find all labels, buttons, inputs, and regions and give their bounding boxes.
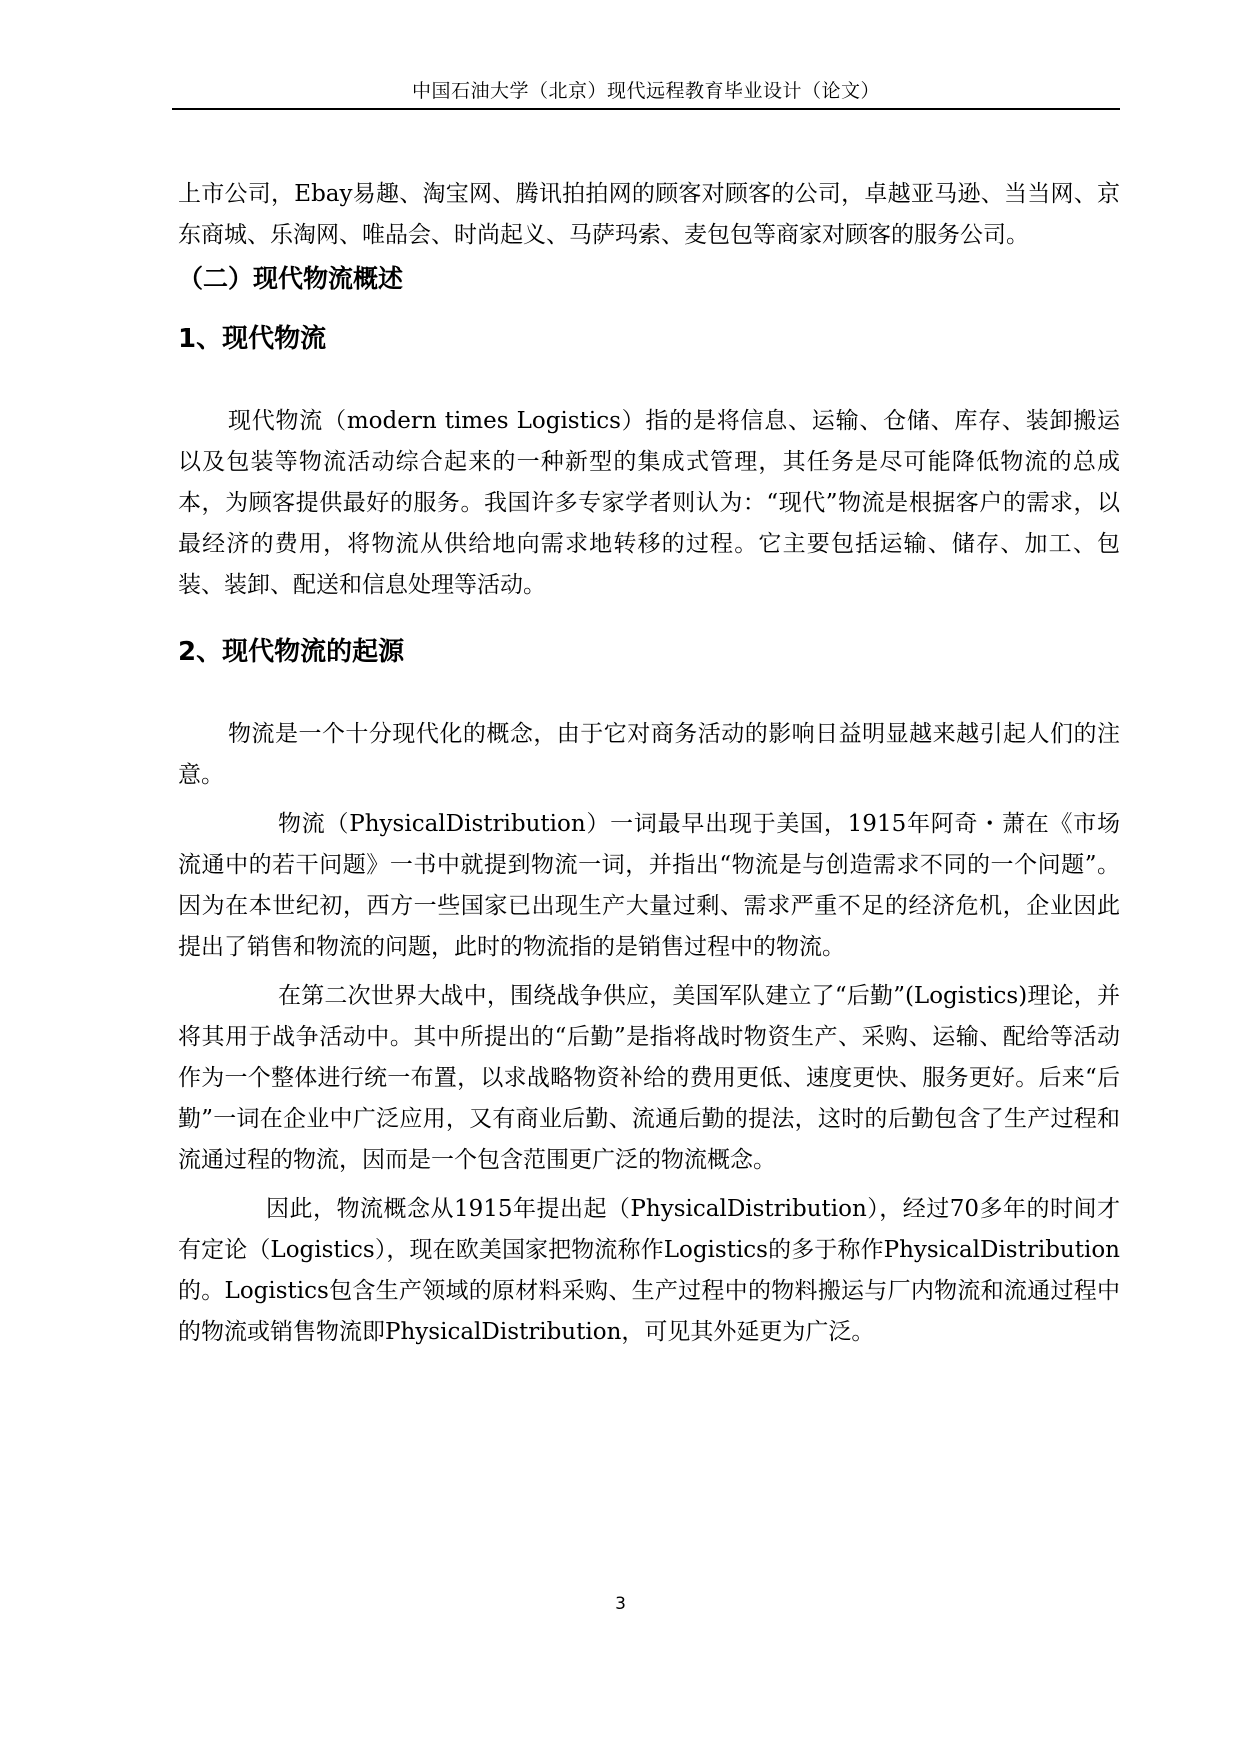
paragraph-modern-logistics: 现代物流（modern times Logistics）指的是将信息、运输、仓储、库存、装卸搬运以及包装等物流活动综合起来的一种新型的集成式管理，其任务是尽可能降低物流的总成本，为顾客提供最好的服务。我国许多专家学者则认为：“现代”物流是根据客户的需求，以最经济的费用，将物流从供给地向需求地转移的过程。它主要包括运输、储存、加工、包装、装卸、配送和信息处理等活动。 — [178, 408, 1120, 598]
paragraph-origin-2: 物流（PhysicalDistribution）一词最早出现于美国，1915年阿奇・萧在《市场流通中的若干问题》一书中就提到物流一词，并指出“物流是与创造需求不同的一个问题”。因为在本世纪初，西方一些国家已出现生产大量过剩、需求严重不足的经济危机，企业因此提出了销售和物流的问题，此时的物流指的是销售过程中的物流。 — [178, 811, 1120, 960]
paragraph-origin-3: 在第二次世界大战中，围绕战争供应，美国军队建立了“后勤”(Logistics)理论，并将其用于战争活动中。其中所提出的“后勤”是指将战时物资生产、采购、运输、配给等活动作为一个整体进行统一布置，以求战略物资补给的费用更低、速度更快、服务更好。后来“后勤”一词在企业中广泛应用，又有商业后勤、流通后勤的提法，这时的后勤包含了生产过程和流通过程的物流，因而是一个包含范围更广泛的物流概念。 — [178, 983, 1120, 1173]
page-number: 3 — [615, 1594, 626, 1614]
heading-modern-logistics: 1、现代物流 — [178, 324, 327, 354]
paragraph-origin-4: 因此，物流概念从1915年提出起（PhysicalDistribution），经过70多年的时间才有定论（Logistics），现在欧美国家把物流称作Logistics的多于称作PhysicalDistribution的。Logistics包含生产领域的原材料采购、生产过程中的物料搬运与厂内物流和流通过程中的物流或销售物流即PhysicalDistribution，可见其外延更为广泛。 — [178, 1196, 1120, 1345]
running-header: 中国石油大学（北京）现代远程教育毕业设计（论文） — [411, 80, 880, 102]
paragraph-origin-1: 物流是一个十分现代化的概念，由于它对商务活动的影响日益明显越来越引起人们的注意。 — [178, 721, 1120, 788]
body-text — [178, 174, 1120, 1353]
section-heading: （二）现代物流概述 — [178, 264, 404, 293]
paragraph-intro: 上市公司，Ebay易趣、淘宝网、腾讯拍拍网的顾客对顾客的公司，卓越亚马逊、当当网、京东商城、乐淘网、唯品会、时尚起义、马萨玛索、麦包包等商家对顾客的服务公司。 — [178, 181, 1120, 248]
header-rule — [172, 108, 1120, 110]
heading-logistics-origin: 2、现代物流的起源 — [178, 637, 405, 667]
